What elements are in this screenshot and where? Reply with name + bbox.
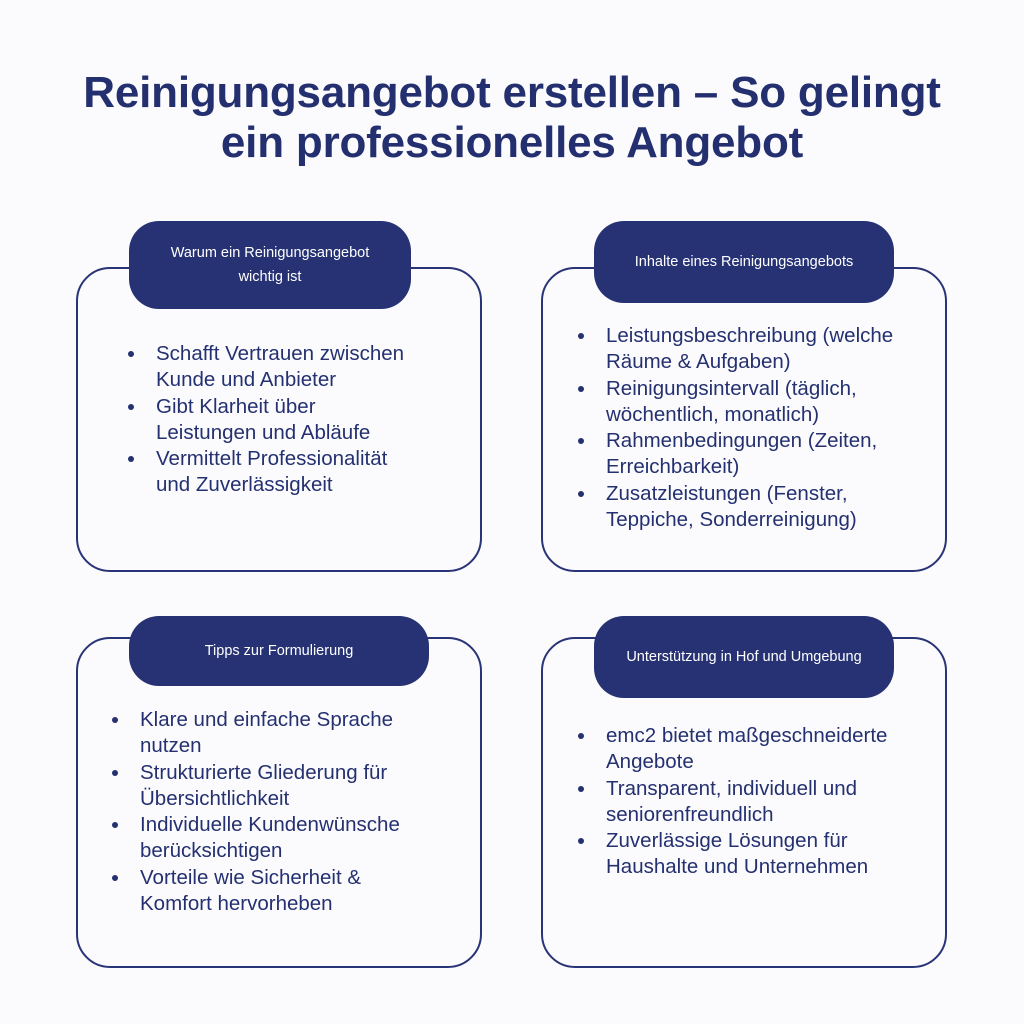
- card-why-offer-list: [126, 341, 476, 499]
- page-title-line-1: Reinigungsangebot erstellen – So gelingt: [83, 68, 941, 117]
- list-item: [126, 394, 476, 447]
- heading-line: Unterstützung in Hof und Umgebung: [626, 649, 862, 665]
- list-item-line: Kunde und Anbieter: [156, 368, 337, 392]
- card-offer-contents-heading: [594, 221, 894, 303]
- card-local-support-heading: [594, 616, 894, 698]
- list-item-line: Rahmenbedingungen (Zeiten,: [606, 429, 878, 453]
- list-item-line: seniorenfreundlich: [606, 802, 774, 826]
- list-item-line: Leistungsbeschreibung (welche: [606, 324, 894, 347]
- list-item-line: berücksichtigen: [140, 839, 283, 863]
- list-item-line: Transparent, individuell und: [606, 776, 858, 800]
- list-item-line: nutzen: [140, 734, 202, 758]
- list-item-line: Vermittelt Professionalität: [156, 447, 388, 471]
- list-item-line: Zusatzleistungen (Fenster,: [606, 481, 848, 505]
- list-item-line: Teppiche, Sonderreinigung): [606, 508, 857, 532]
- list-item-line: und Zuverlässigkeit: [156, 473, 333, 497]
- card-why-offer-heading: [129, 221, 411, 309]
- list-item: [576, 723, 936, 776]
- list-item-line: emc2 bietet maßgeschneiderte: [606, 724, 888, 747]
- heading-line: Warum ein Reinigungsangebot: [170, 245, 370, 261]
- heading-line: wichtig ist: [238, 269, 302, 285]
- list-item-line: Strukturierte Gliederung für: [140, 760, 388, 784]
- page-title-line-2: ein professionelles Angebot: [220, 118, 804, 167]
- list-item-line: Angebote: [606, 750, 694, 774]
- list-item: [110, 707, 470, 760]
- list-item-line: Vorteile wie Sicherheit &: [140, 865, 362, 889]
- list-item: [126, 341, 476, 394]
- list-item-line: Klare und einfache Sprache: [140, 708, 394, 731]
- list-item-line: wöchentlich, monatlich): [606, 402, 820, 426]
- list-item-line: Individuelle Kundenwünsche: [140, 813, 400, 837]
- list-item-line: Haushalte und Unternehmen: [606, 855, 869, 879]
- list-item-line: Komfort hervorheben: [140, 892, 333, 916]
- list-item-line: Reinigungsintervall (täglich,: [606, 376, 857, 400]
- heading-line: Inhalte eines Reinigungsangebots: [634, 254, 854, 270]
- list-item-line: Übersichtlichkeit: [140, 786, 290, 810]
- list-item-line: Zuverlässige Lösungen für: [606, 829, 848, 853]
- list-item: [110, 760, 470, 813]
- list-item: [576, 481, 936, 534]
- card-offer-contents-list: [576, 323, 936, 533]
- card-local-support-list: [576, 723, 936, 881]
- list-item-line: Leistungen und Abläufe: [156, 420, 371, 444]
- list-item-line: Erreichbarkeit): [606, 455, 740, 479]
- list-item: [110, 865, 470, 918]
- list-item: [576, 428, 936, 481]
- list-item-line: Schafft Vertrauen zwischen: [156, 342, 405, 365]
- list-item: [576, 323, 936, 376]
- list-item: [110, 812, 470, 865]
- card-wording-tips-heading: [129, 616, 429, 686]
- list-item-line: Gibt Klarheit über: [156, 394, 316, 418]
- list-item: [126, 446, 476, 499]
- card-wording-tips-list: [110, 707, 470, 917]
- list-item: [576, 376, 936, 429]
- list-item: [576, 776, 936, 829]
- page-title: [0, 68, 1024, 168]
- heading-line: Tipps zur Formulierung: [204, 643, 354, 659]
- list-item-line: Räume & Aufgaben): [606, 350, 791, 374]
- list-item: [576, 828, 936, 881]
